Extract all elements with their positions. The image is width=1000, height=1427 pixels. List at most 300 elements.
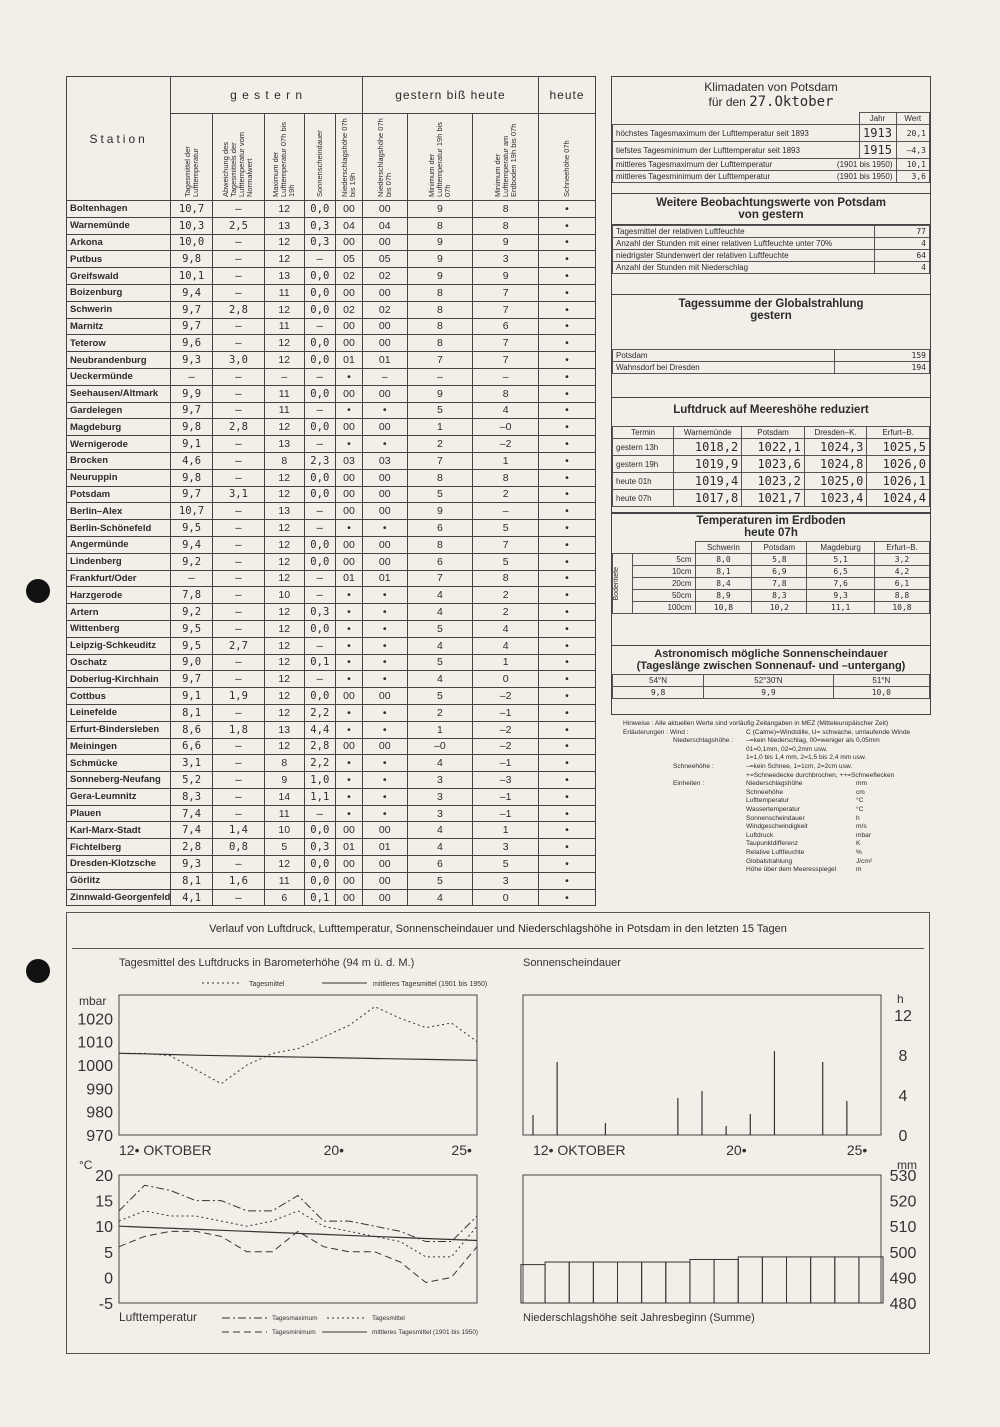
erdboden-depth: 100cm: [633, 602, 696, 614]
station-name: Sonneberg-Neufang: [67, 772, 171, 789]
table-cell: •: [539, 452, 596, 469]
table-cell: •: [336, 654, 363, 671]
table-cell: •: [539, 335, 596, 352]
table-cell: 00: [336, 872, 363, 889]
column-header-8: Minimum der Lufttemperatur am Erdboden 19h bis 07h: [473, 114, 539, 201]
table-cell: 2: [473, 587, 539, 604]
table-cell: 13: [265, 268, 305, 285]
table-cell: 6: [407, 553, 473, 570]
table-cell: •: [539, 788, 596, 805]
table-cell: 3: [473, 839, 539, 856]
table-cell: 4: [407, 604, 473, 621]
table-cell: 4: [407, 637, 473, 654]
hinweise-text: +=Schneedecke durchbrochen, ++=Schneeflecken: [746, 771, 895, 779]
table-cell: 2,2: [304, 755, 336, 772]
table-cell: 12: [265, 301, 305, 318]
table-cell: 2,5: [212, 217, 264, 234]
global-value: 194: [835, 362, 930, 374]
astro-value: 9,9: [704, 687, 833, 699]
table-cell: •: [539, 436, 596, 453]
table-cell: 4: [407, 671, 473, 688]
table-cell: 0,1: [304, 654, 336, 671]
table-cell: 5: [473, 520, 539, 537]
table-cell: –: [304, 368, 336, 385]
global-label: Wahnsdorf bei Dresden: [613, 362, 835, 374]
table-cell: •: [336, 721, 363, 738]
table-cell: 11: [265, 872, 305, 889]
table-cell: •: [362, 772, 407, 789]
table-cell: 00: [336, 688, 363, 705]
table-cell: 7,4: [171, 822, 213, 839]
erdboden-col-header: Erfurt–B.: [874, 542, 929, 554]
table-cell: 4,1: [171, 889, 213, 906]
table-cell: –: [212, 520, 264, 537]
table-cell: 0,0: [304, 536, 336, 553]
global-table: [612, 349, 930, 374]
table-cell: •: [336, 637, 363, 654]
table-cell: 7,8: [171, 587, 213, 604]
station-name: Potsdam: [67, 486, 171, 503]
druck-table: [612, 426, 930, 507]
table-cell: 2: [407, 436, 473, 453]
table-cell: 0,0: [304, 201, 336, 218]
y-tick-label: 980: [86, 1104, 113, 1122]
table-cell: –: [212, 335, 264, 352]
table-cell: 8: [407, 536, 473, 553]
klima-row: [613, 142, 930, 159]
table-cell: 00: [362, 335, 407, 352]
table-cell: –: [212, 536, 264, 553]
table-cell: •: [539, 251, 596, 268]
table-cell: –: [212, 402, 264, 419]
hinweise-text: –=kein Schnee, 1=1cm, 2=2cm usw.: [746, 762, 853, 770]
table-cell: –: [212, 368, 264, 385]
table-cell: 0,0: [304, 620, 336, 637]
chart-frame: [523, 1175, 881, 1303]
table-cell: •: [362, 721, 407, 738]
table-row: [67, 889, 596, 906]
hinweise-schnee: Schneehöhe : –=kein Schnee, 1=1cm, 2=2cm usw. +=Schneedecke durchbrochen, ++=Schneeflecken: [673, 762, 895, 779]
erdboden-cell: 8,9: [695, 590, 752, 602]
table-cell: 7: [407, 352, 473, 369]
station-name: Berlin–Alex: [67, 503, 171, 520]
druck-cell: 1019,9: [674, 456, 742, 473]
bar: [690, 1259, 714, 1303]
table-cell: 00: [362, 201, 407, 218]
legend-label: Tagesmaximum: [272, 1315, 318, 1322]
table-cell: 00: [336, 318, 363, 335]
column-header-1: Tagesmittel der Lufttemperatur: [171, 114, 213, 201]
table-cell: •: [539, 637, 596, 654]
table-cell: –2: [473, 721, 539, 738]
table-cell: •: [336, 436, 363, 453]
station-table: [66, 76, 596, 906]
table-cell: 00: [336, 536, 363, 553]
table-cell: 9,7: [171, 486, 213, 503]
global-title: Tagessumme der Globalstrahlung gestern: [678, 298, 864, 322]
table-cell: 13: [265, 436, 305, 453]
erdboden-cell: 10,8: [874, 602, 929, 614]
beob-row: [613, 250, 930, 262]
erdboden-cell: 6,9: [752, 566, 807, 578]
bar: [787, 1257, 811, 1303]
charts-title: Verlauf von Luftdruck, Lufttemperatur, Sonnenscheindauer und Niederschlagshöhe in Potsdam in den letzten 15 Tagen: [209, 923, 787, 935]
table-cell: 9,7: [171, 671, 213, 688]
y-axis-unit: h: [897, 992, 904, 1006]
table-cell: •: [539, 654, 596, 671]
table-cell: 12: [265, 654, 305, 671]
druck-cell: 1026,1: [867, 473, 930, 490]
table-cell: –: [304, 251, 336, 268]
table-cell: –: [473, 368, 539, 385]
table-cell: 12: [265, 856, 305, 873]
table-cell: 01: [336, 352, 363, 369]
table-row: [67, 318, 596, 335]
table-cell: 3,0: [212, 352, 264, 369]
erdboden-cell: 3,2: [874, 554, 929, 566]
table-cell: •: [539, 805, 596, 822]
table-cell: 12: [265, 536, 305, 553]
table-cell: 9,8: [171, 251, 213, 268]
station-name: Ueckermünde: [67, 368, 171, 385]
druck-title: Luftdruck auf Meereshöhe reduziert: [673, 404, 869, 416]
table-cell: 00: [336, 385, 363, 402]
global-row: [613, 350, 930, 362]
table-cell: –0: [473, 419, 539, 436]
table-cell: 13: [265, 721, 305, 738]
station-header: Station: [67, 77, 171, 201]
table-cell: 1,0: [304, 772, 336, 789]
druck-row: [613, 439, 930, 456]
erdboden-row: [613, 554, 930, 566]
table-cell: •: [539, 402, 596, 419]
table-cell: 01: [336, 570, 363, 587]
bar: [835, 1257, 859, 1303]
table-cell: 8,1: [171, 704, 213, 721]
erdboden-depth: 5cm: [633, 554, 696, 566]
legend-label: mittleres Tagesmittel (1901 bis 1950): [373, 981, 488, 988]
table-cell: 01: [362, 570, 407, 587]
table-cell: 12: [265, 671, 305, 688]
table-cell: 4: [407, 839, 473, 856]
table-cell: –: [304, 805, 336, 822]
charts-section: [66, 912, 930, 1354]
table-row: [67, 217, 596, 234]
table-cell: 13: [265, 503, 305, 520]
table-cell: 12: [265, 352, 305, 369]
table-row: [67, 738, 596, 755]
station-name: Doberlug-Kirchhain: [67, 671, 171, 688]
chart-frame: [119, 995, 477, 1135]
table-cell: 7: [407, 452, 473, 469]
table-cell: –: [212, 268, 264, 285]
table-row: [67, 452, 596, 469]
table-row: [67, 251, 596, 268]
station-name: Wittenberg: [67, 620, 171, 637]
druck-cell: 1023,2: [742, 473, 805, 490]
table-cell: 7: [473, 284, 539, 301]
druck-cell: 1024,4: [867, 490, 930, 507]
table-cell: –2: [473, 436, 539, 453]
table-cell: •: [362, 788, 407, 805]
table-cell: 11: [265, 318, 305, 335]
table-cell: –: [304, 318, 336, 335]
station-name: Schwerin: [67, 301, 171, 318]
druck-cell: 1024,3: [804, 439, 867, 456]
table-cell: •: [539, 486, 596, 503]
table-cell: 0,3: [304, 217, 336, 234]
druck-cell: 1023,6: [742, 456, 805, 473]
table-cell: 9: [265, 772, 305, 789]
table-cell: 6,6: [171, 738, 213, 755]
table-cell: 9,7: [171, 301, 213, 318]
bar: [642, 1262, 666, 1303]
table-cell: –: [304, 570, 336, 587]
table-cell: 4: [473, 620, 539, 637]
station-name: Neuruppin: [67, 469, 171, 486]
table-cell: •: [336, 604, 363, 621]
y-tick-label: 4: [898, 1088, 908, 1105]
table-cell: 1,8: [212, 721, 264, 738]
erdboden-cell: 8,3: [752, 590, 807, 602]
global-label: Potsdam: [613, 350, 835, 362]
table-cell: 01: [336, 839, 363, 856]
table-cell: 8: [473, 469, 539, 486]
table-cell: 00: [362, 318, 407, 335]
erdboden-table: [612, 541, 930, 614]
beob-label: Anzahl der Stunden mit einer relativen Luftfeuchte unter 70%: [613, 238, 875, 250]
table-cell: •: [539, 755, 596, 772]
table-row: [67, 637, 596, 654]
column-header-2: Abweichung des Tagesmittels der Lufttemperatur vom Normalwert: [212, 114, 264, 201]
table-cell: 9: [407, 268, 473, 285]
beob-value: 64: [875, 250, 930, 262]
table-cell: –1: [473, 704, 539, 721]
station-name: Artern: [67, 604, 171, 621]
station-name: Neubrandenburg: [67, 352, 171, 369]
table-row: [67, 402, 596, 419]
station-name: Magdeburg: [67, 419, 171, 436]
erdboden-cell: 9,3: [807, 590, 875, 602]
erdboden-cell: 5,1: [807, 554, 875, 566]
table-cell: –0: [407, 738, 473, 755]
druck-cell: 1021,7: [742, 490, 805, 507]
table-cell: 5: [407, 620, 473, 637]
table-cell: 8: [407, 301, 473, 318]
x-tick-label: 12• OKTOBER: [119, 1142, 212, 1158]
beob-label: Anzahl der Stunden mit Niederschlag: [613, 262, 875, 274]
station-name: Karl-Marx-Stadt: [67, 822, 171, 839]
druck-row: [613, 473, 930, 490]
table-cell: 0,0: [304, 352, 336, 369]
table-cell: 00: [362, 872, 407, 889]
unit-row: Höhe über dem Meeresspiegel m: [746, 866, 862, 874]
bar: [714, 1259, 738, 1303]
bar: [593, 1262, 617, 1303]
table-cell: 4: [407, 755, 473, 772]
table-cell: 0,3: [304, 839, 336, 856]
station-name: Boizenburg: [67, 284, 171, 301]
klima-title: Klimadaten von Potsdam: [704, 80, 838, 94]
table-cell: –: [304, 402, 336, 419]
table-cell: •: [539, 671, 596, 688]
druck-col-header: Potsdam: [742, 427, 805, 439]
table-cell: 14: [265, 788, 305, 805]
klima-label: mittleres Tagesminimum der Lufttemperatur (1901 bis 1950): [613, 171, 897, 183]
bar: [569, 1262, 593, 1303]
bar: [762, 1257, 786, 1303]
table-row: [67, 654, 596, 671]
table-cell: •: [539, 587, 596, 604]
unit-row: Lufttemperatur °C: [746, 797, 864, 805]
table-cell: 9,8: [171, 469, 213, 486]
table-cell: 00: [336, 469, 363, 486]
table-cell: –: [212, 503, 264, 520]
table-cell: 10,7: [171, 503, 213, 520]
druck-cell: heute 07h: [613, 490, 674, 507]
y-tick-label: 520: [889, 1193, 917, 1211]
group-today: heute: [539, 77, 596, 114]
erdboden-cell: 8,0: [695, 554, 752, 566]
table-cell: 4,6: [171, 452, 213, 469]
klima-value: –4,3: [896, 142, 930, 159]
table-cell: 5: [407, 688, 473, 705]
table-cell: •: [362, 520, 407, 537]
klima-label: tiefstes Tagesminimum der Lufttemperatur seit 1893: [613, 142, 860, 159]
druck-cell: gestern 13h: [613, 439, 674, 456]
table-cell: –: [265, 368, 305, 385]
y-tick-label: 490: [889, 1270, 917, 1288]
table-row: [67, 436, 596, 453]
erdboden-row: [613, 590, 930, 602]
hinweise-text: 01=0,1mm, 02=0,2mm usw.: [746, 745, 828, 753]
x-tick-label: 20•: [323, 1142, 345, 1158]
table-cell: 9,6: [171, 335, 213, 352]
table-cell: 00: [362, 536, 407, 553]
station-name: Fichtelberg: [67, 839, 171, 856]
table-cell: 05: [362, 251, 407, 268]
table-cell: 8,3: [171, 788, 213, 805]
table-cell: 0,0: [304, 856, 336, 873]
table-cell: •: [336, 671, 363, 688]
table-row: [67, 335, 596, 352]
table-cell: 9: [473, 234, 539, 251]
table-cell: 10: [265, 822, 305, 839]
astro-col-header: 51°N: [833, 675, 929, 687]
bar: [811, 1257, 835, 1303]
erdboden-depth: 10cm: [633, 566, 696, 578]
table-cell: 0,0: [304, 385, 336, 402]
table-row: [67, 587, 596, 604]
table-cell: 9,8: [171, 419, 213, 436]
table-cell: –: [212, 587, 264, 604]
table-cell: •: [539, 704, 596, 721]
table-cell: 0,1: [304, 889, 336, 906]
x-tick-label: 25•: [451, 1142, 472, 1158]
table-cell: 10,3: [171, 217, 213, 234]
table-cell: •: [539, 688, 596, 705]
table-cell: 0,0: [304, 419, 336, 436]
legend-label: mittleres Tagesmittel (1901 bis 1950): [372, 1329, 479, 1336]
table-cell: 00: [362, 738, 407, 755]
erdboden-cell: 4,2: [874, 566, 929, 578]
table-cell: 5: [407, 402, 473, 419]
erdboden-cell: 7,8: [752, 578, 807, 590]
table-cell: 2: [473, 486, 539, 503]
chart-frame: [119, 1175, 477, 1303]
y-tick-label: 500: [889, 1244, 917, 1262]
table-cell: 8: [407, 284, 473, 301]
column-header-5: Niederschlagshöhe 07h bis 19h: [336, 114, 363, 201]
bar: [618, 1262, 642, 1303]
table-cell: 11: [265, 402, 305, 419]
series-line-Tagesminimum: [119, 1231, 477, 1282]
table-cell: 00: [336, 419, 363, 436]
table-row: [67, 301, 596, 318]
hinweise-text: 1=1,0 bis 1,4 mm, 2=1,5 bis 2,4 mm usw.: [746, 754, 867, 762]
table-row: [67, 604, 596, 621]
klima-label: mittleres Tagesmaximum der Lufttemperatur (1901 bis 1950): [613, 159, 897, 171]
table-cell: •: [539, 536, 596, 553]
chart-title: Tagesmittel des Luftdrucks in Barometerhöhe (94 m ü. d. M.): [119, 957, 415, 969]
table-cell: 5: [407, 486, 473, 503]
table-cell: 2,8: [212, 301, 264, 318]
y-axis-unit: mbar: [79, 994, 107, 1008]
table-cell: 12: [265, 419, 305, 436]
x-tick-label: 25•: [846, 1142, 868, 1158]
station-name: Angermünde: [67, 536, 171, 553]
table-cell: –: [212, 704, 264, 721]
table-cell: 00: [362, 469, 407, 486]
table-cell: 2,8: [212, 419, 264, 436]
table-cell: 4: [473, 637, 539, 654]
table-cell: •: [539, 284, 596, 301]
charts-svg: [67, 913, 929, 1353]
table-cell: 00: [336, 738, 363, 755]
table-cell: •: [539, 839, 596, 856]
table-cell: •: [539, 318, 596, 335]
table-cell: –: [473, 503, 539, 520]
x-tick-label: 12• OKTOBER: [533, 1142, 626, 1158]
astro-value: 10,0: [833, 687, 929, 699]
table-cell: –: [212, 772, 264, 789]
erdboden-cell: 10,8: [695, 602, 752, 614]
table-cell: 00: [362, 419, 407, 436]
table-cell: 12: [265, 604, 305, 621]
punch-hole-bottom: [26, 959, 50, 983]
table-cell: •: [539, 503, 596, 520]
klima-label: höchstes Tagesmaximum der Lufttemperatur seit 1893: [613, 125, 860, 142]
erdboden-col-header: Magdeburg: [807, 542, 875, 554]
table-cell: •: [362, 604, 407, 621]
table-cell: 00: [362, 284, 407, 301]
table-cell: 00: [336, 201, 363, 218]
table-cell: 1: [473, 654, 539, 671]
table-cell: –: [304, 520, 336, 537]
global-panel: [611, 294, 931, 398]
beob-panel: [611, 193, 931, 295]
table-cell: 12: [265, 688, 305, 705]
table-row: [67, 201, 596, 218]
table-cell: 11: [265, 385, 305, 402]
druck-panel: [611, 397, 931, 514]
table-cell: 00: [362, 385, 407, 402]
table-cell: 9: [407, 201, 473, 218]
klima-panel: [611, 76, 931, 194]
table-cell: •: [539, 368, 596, 385]
erdboden-cell: 7,6: [807, 578, 875, 590]
table-cell: 00: [362, 889, 407, 906]
